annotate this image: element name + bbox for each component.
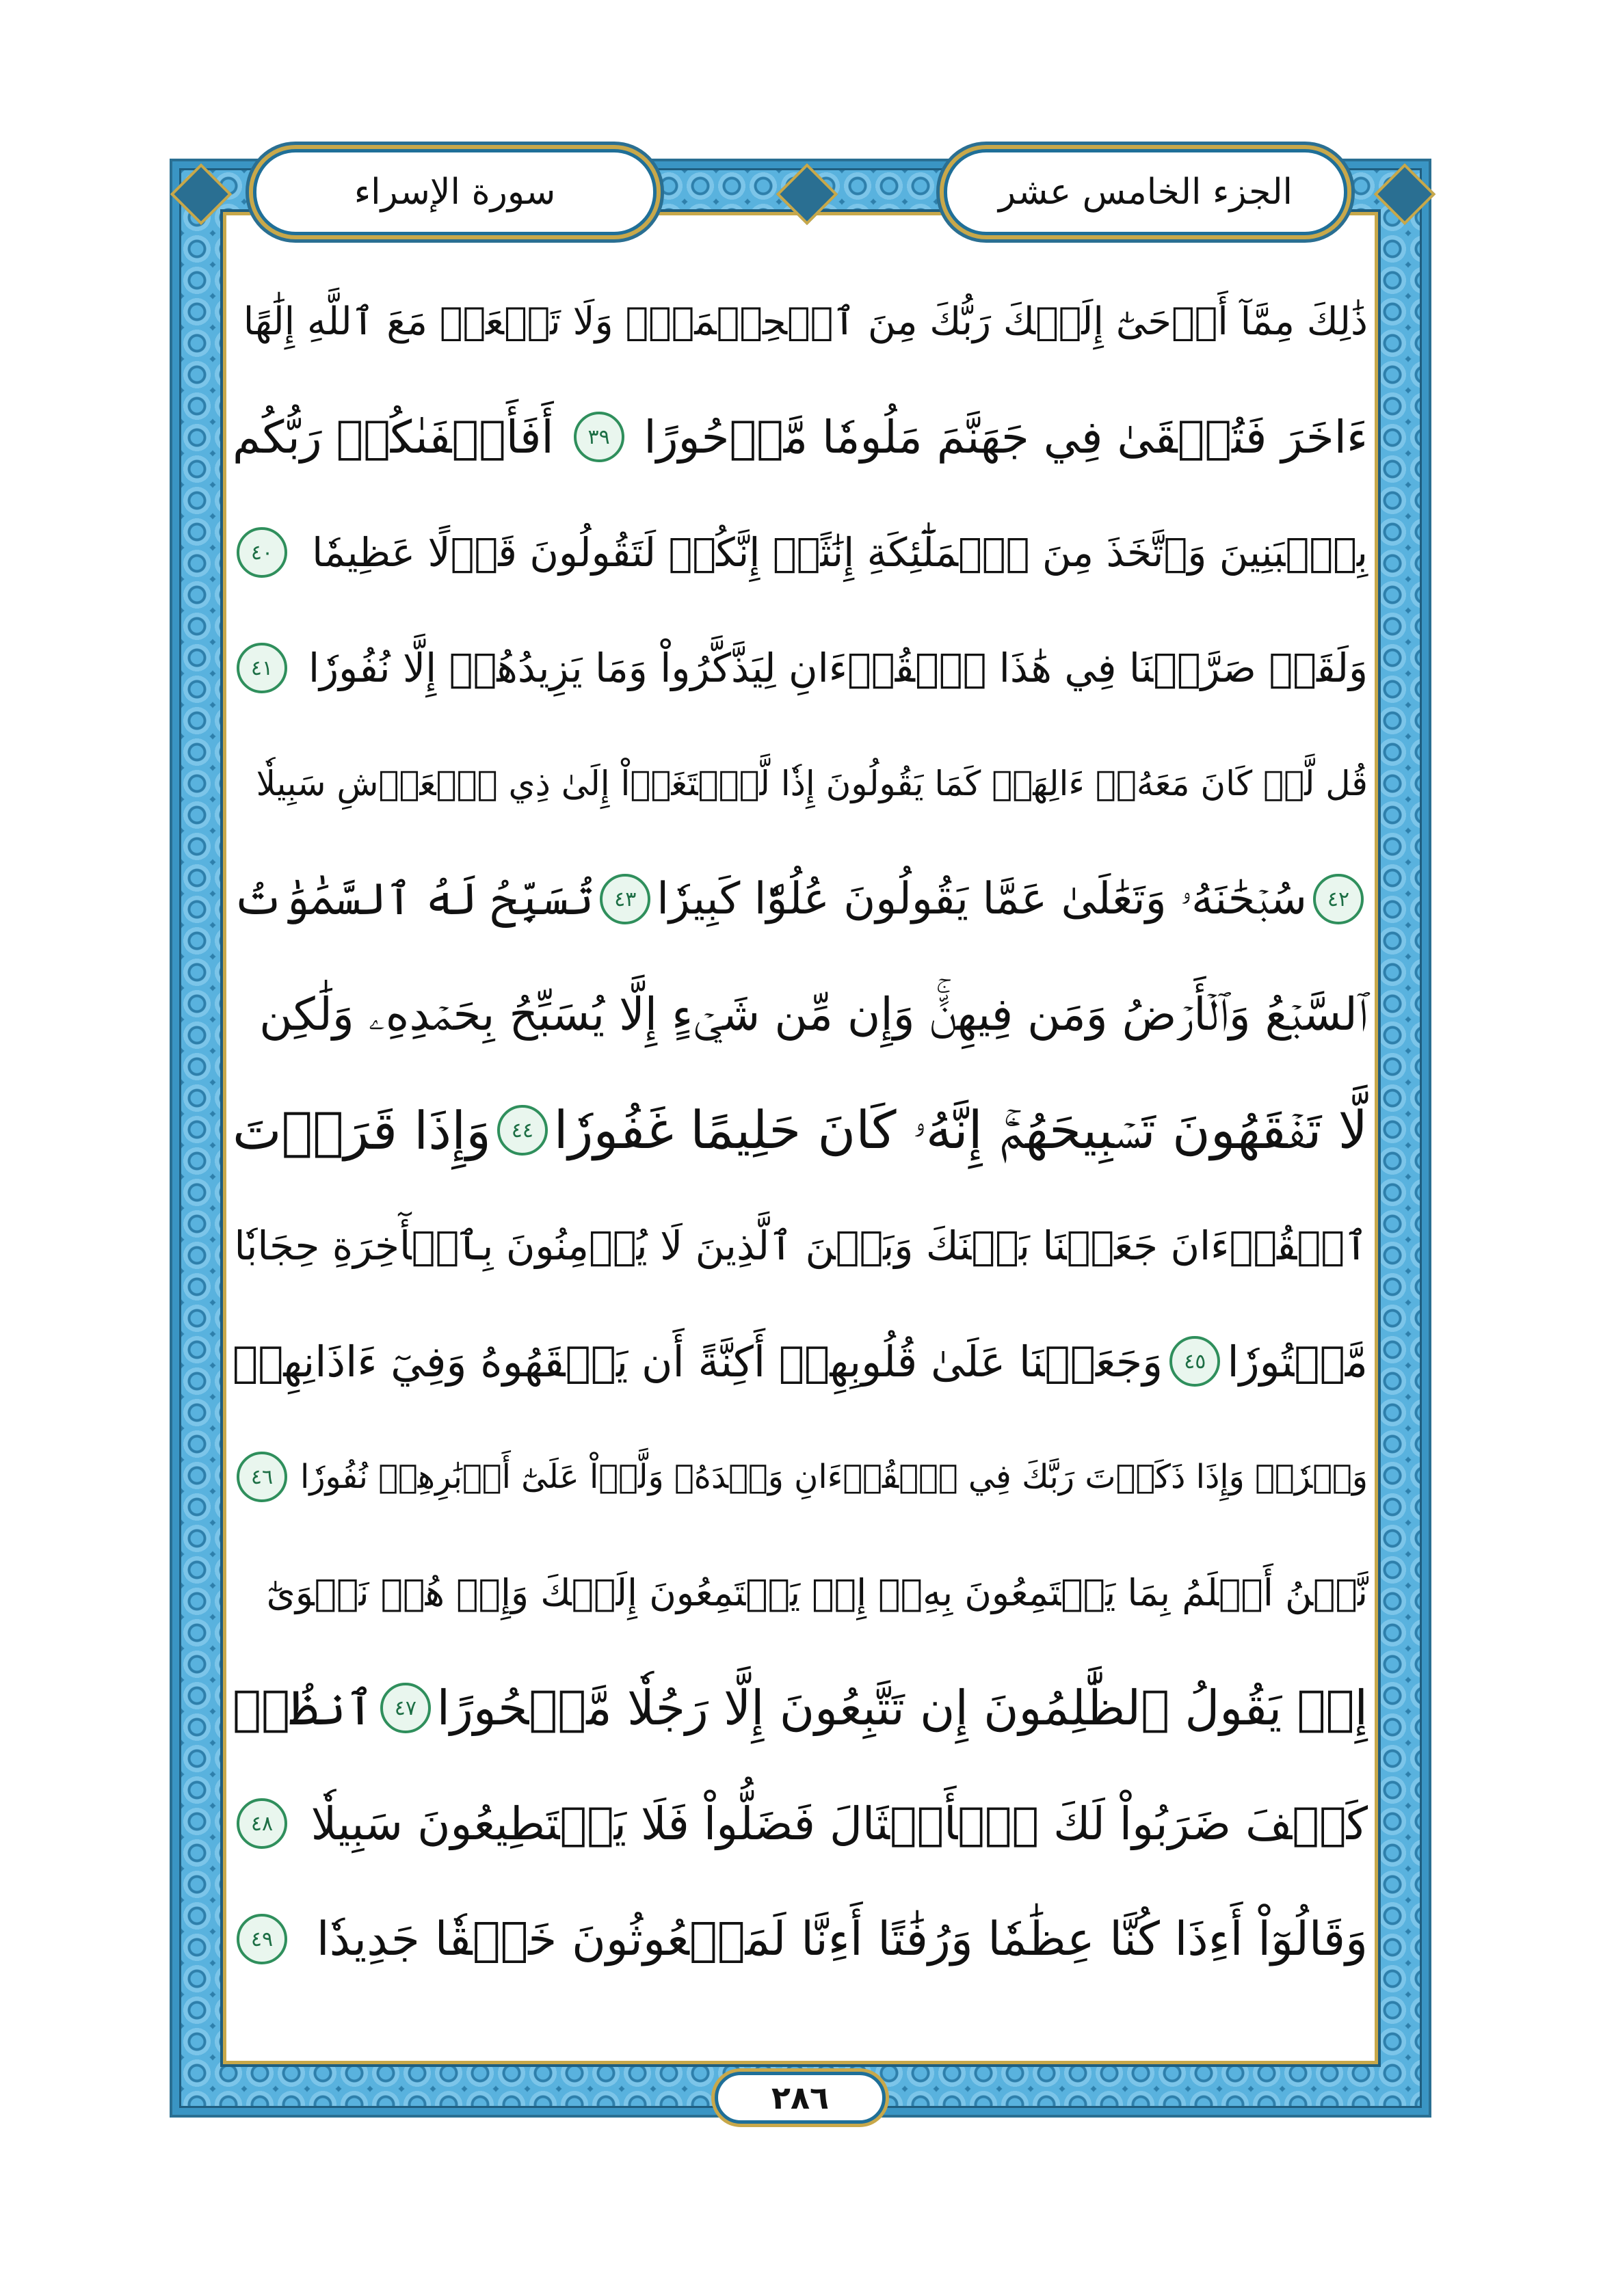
text-line xyxy=(233,1426,1368,1528)
text-line xyxy=(233,270,1368,373)
text-line xyxy=(233,848,1368,950)
verse-text: وَقۡرٗاۚ وَإِذَا ذَكَرۡتَ رَبَّكَ فِي ٱلۡقُرۡءَانِ وَحۡدَهُۥ وَلَّوۡاْ عَلَىٰٓ أَدۡبَٰرِهِمۡ نُفُورٗا xyxy=(300,1458,1368,1496)
verse-text: سُبۡحَٰنَهُۥ وَتَعَٰلَىٰ عَمَّا يَقُولُونَ عُلُوّٗا كَبِيرٗا xyxy=(657,874,1307,924)
surah-label: سورة الإسراء xyxy=(354,172,556,213)
ayah-number-marker: ٤١ xyxy=(237,643,287,693)
text-line xyxy=(233,1888,1368,1990)
verse-text: وَإِذَا قَرَأۡتَ xyxy=(233,1099,491,1161)
juz-label-cartouche xyxy=(944,149,1347,235)
ayah-number-marker: ٤٦ xyxy=(237,1452,287,1502)
text-line xyxy=(233,732,1368,835)
ayah-number-marker: ٤٨ xyxy=(237,1798,287,1849)
quran-text xyxy=(233,270,1368,2007)
juz-label: الجزء الخامس عشر xyxy=(998,172,1293,213)
verse-text: وَجَعَلۡنَا عَلَىٰ قُلُوبِهِمۡ أَكِنَّةً أَن يَفۡقَهُوهُ وَفِيٓ ءَاذَانِهِمۡ xyxy=(233,1336,1163,1387)
verse-text: ٱلۡقُرۡءَانَ جَعَلۡنَا بَيۡنَكَ وَبَيۡنَ ٱلَّذِينَ لَا يُؤۡمِنُونَ بِٱلۡأٓخِرَةِ حِجَابٗا xyxy=(234,1223,1368,1269)
text-line xyxy=(233,501,1368,604)
verse-text: لَّا تَفۡقَهُونَ تَسۡبِيحَهُمۡۚ إِنَّهُۥ كَانَ حَلِيمًا غَفُورٗا xyxy=(553,1099,1368,1160)
page-number: ٢٨٦ xyxy=(715,2072,886,2124)
text-line xyxy=(233,963,1368,1066)
verse-text: أَفَأَصۡفَىٰكُمۡ رَبُّكُم xyxy=(233,410,554,464)
ayah-number-marker: ٤٤ xyxy=(497,1105,548,1156)
verse-text: قُل لَّوۡ كَانَ مَعَهُۥٓ ءَالِهَةٞ كَمَا يَقُولُونَ إِذٗا لَّٱبۡتَغَوۡاْ إِلَىٰ ذِي ٱلۡعَرۡشِ سَبِيلٗا xyxy=(256,764,1368,803)
verse-text: نَّحۡنُ أَعۡلَمُ بِمَا يَسۡتَمِعُونَ بِهِۦٓ إِذۡ يَسۡتَمِعُونَ إِلَيۡكَ وَإِذۡ هُمۡ نَجۡوَىٰٓ xyxy=(266,1571,1368,1614)
verse-text: ذَٰلِكَ مِمَّآ أَوۡحَىٰٓ إِلَيۡكَ رَبُّكَ مِنَ ٱلۡحِكۡمَةِۗ وَلَا تَجۡعَلۡ مَعَ ٱللَّهِ إِلَٰهًا xyxy=(243,299,1368,344)
verse-text: ٱنظُرۡ xyxy=(233,1680,375,1736)
ayah-number-marker: ٤٢ xyxy=(1313,874,1364,924)
verse-text: بِٱلۡبَنِينَ وَٱتَّخَذَ مِنَ ٱلۡمَلَٰٓئِكَةِ إِنَٰثًاۚ إِنَّكُمۡ لَتَقُولُونَ قَوۡلًا عَظِيمٗا xyxy=(312,529,1368,576)
text-line xyxy=(233,1772,1368,1875)
verse-text: مَّسۡتُورٗا xyxy=(1227,1336,1368,1387)
verse-text: إِذۡ يَقُولُ ٱلظَّٰلِمُونَ إِن تَتَّبِعُونَ إِلَّا رَجُلٗا مَّسۡحُورًا xyxy=(436,1680,1368,1736)
ayah-number-marker: ٤٧ xyxy=(380,1683,431,1733)
text-line xyxy=(233,1541,1368,1644)
text-line xyxy=(233,386,1368,488)
text-line xyxy=(233,1194,1368,1297)
ayah-number-marker: ٣٩ xyxy=(574,412,624,462)
verse-text: ٱلسَّبۡعُ وَٱلۡأَرۡضُ وَمَن فِيهِنَّۚ وَإِن مِّن شَيۡءٍ إِلَّا يُسَبِّحُ بِحَمۡدِهِۦ وَلَٰكِن xyxy=(259,987,1368,1041)
verse-text: تُسَبِّحُ لَهُ ٱلسَّمَٰوَٰتُ xyxy=(233,874,594,925)
ayah-number-marker: ٤٠ xyxy=(237,527,287,578)
verse-text: وَقَالُوٓاْ أَءِذَا كُنَّا عِظَٰمٗا وَرُفَٰتًا أَءِنَّا لَمَبۡعُوثُونَ خَلۡقٗا جَدِيدٗا xyxy=(316,1912,1368,1966)
verse-text: كَيۡفَ ضَرَبُواْ لَكَ ٱلۡأَمۡثَالَ فَضَلُّواْ فَلَا يَسۡتَطِيعُونَ سَبِيلٗا xyxy=(310,1797,1368,1850)
text-line xyxy=(233,1310,1368,1413)
verse-text: وَلَقَدۡ صَرَّفۡنَا فِي هَٰذَا ٱلۡقُرۡءَانِ لِيَذَّكَّرُواْ وَمَا يَزِيدُهُمۡ إِلَّا نُفُورٗا xyxy=(308,645,1368,691)
text-line xyxy=(233,1657,1368,1759)
ayah-number-marker: ٤٥ xyxy=(1169,1336,1220,1387)
ayah-number-marker: ٤٩ xyxy=(237,1914,287,1964)
verse-text: ءَاخَرَ فَتُلۡقَىٰ فِي جَهَنَّمَ مَلُومٗا مَّدۡحُورًا xyxy=(644,410,1368,464)
text-line xyxy=(233,617,1368,719)
text-line xyxy=(233,1079,1368,1182)
ayah-number-marker: ٤٣ xyxy=(600,874,650,924)
surah-label-cartouche xyxy=(253,149,657,235)
